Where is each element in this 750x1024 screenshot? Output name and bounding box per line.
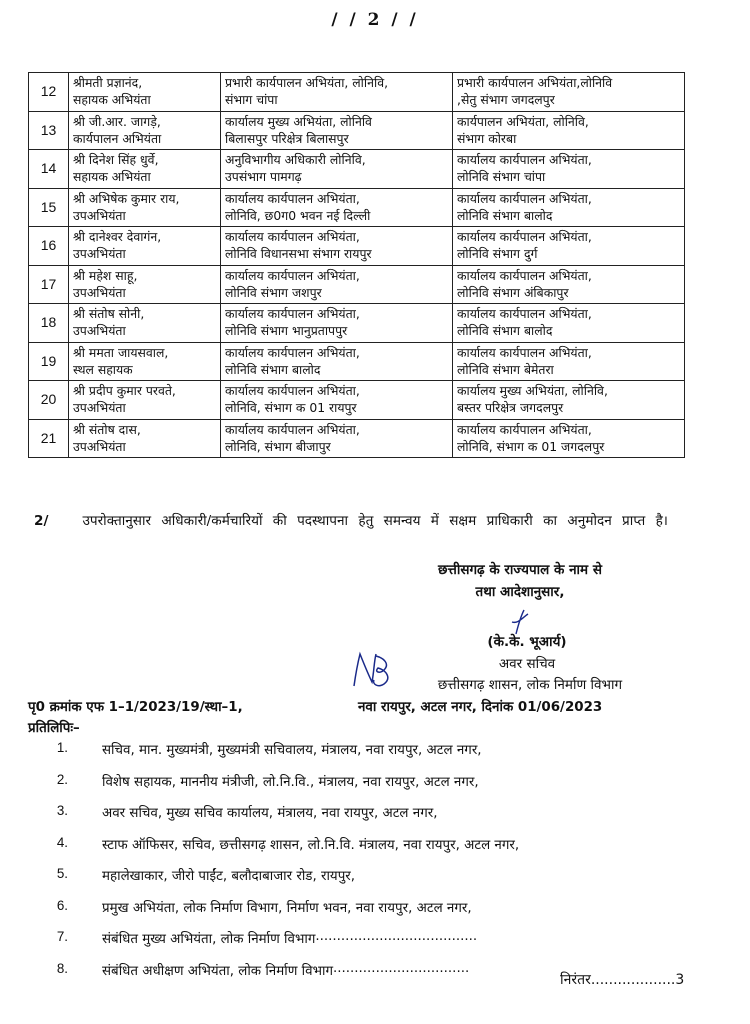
name-line: उपअभियंता	[73, 438, 126, 454]
cell-name	[69, 304, 221, 343]
row-number: 19	[29, 342, 69, 381]
to-line: संभाग कोरबा	[457, 130, 517, 146]
from-line: कार्यालय कार्यपालन अभियंता,	[225, 229, 360, 244]
table-row	[29, 227, 685, 266]
row-number: 14	[29, 150, 69, 189]
table-row	[29, 342, 685, 381]
from-line: कार्यालय कार्यपालन अभियंता,	[225, 190, 360, 206]
from-line: कार्यालय कार्यपालन अभियंता,	[225, 344, 360, 360]
to-line: कार्यालय कार्यपालन अभियंता,	[457, 344, 592, 360]
signatory-designation: अवर सचिव	[498, 656, 556, 672]
from-line: उपसंभाग पामगढ़	[225, 169, 302, 184]
copy-number: 1.	[56, 740, 68, 755]
cell-name	[69, 419, 221, 458]
cell-to	[453, 227, 685, 266]
table-row	[29, 73, 685, 112]
name-line: उपअभियंता	[73, 284, 126, 300]
cell-to	[453, 304, 685, 343]
copy-item	[28, 866, 688, 898]
to-line: लोनिवि संभाग दुर्ग	[457, 246, 538, 261]
copy-item	[28, 740, 688, 772]
name-line: श्री दिनेश सिंह धुर्वे,	[73, 152, 159, 167]
table-row	[29, 111, 685, 150]
from-line: कार्यालय कार्यपालन अभियंता,	[225, 421, 360, 437]
cell-to	[453, 265, 685, 304]
signatory-department: छत्तीसगढ़ शासन, लोक निर्माण विभाग	[437, 677, 623, 693]
to-line: लोनिवि संभाग चांपा	[457, 169, 546, 184]
row-number: 20	[29, 381, 69, 420]
paragraph-text: उपरोक्तानुसार अधिकारी/कर्मचारियों की पदस्थापना हेतु समन्वय में सक्षम प्राधिकारी का अनुमोदन प्राप्त है।	[82, 513, 668, 529]
copy-dots: ................................	[333, 960, 470, 976]
copy-item	[28, 835, 688, 867]
copy-item	[28, 929, 688, 961]
name-line: उपअभियंता	[73, 246, 126, 261]
from-line: कार्यालय मुख्य अभियंता, लोनिवि	[225, 113, 372, 129]
from-line: बिलासपुर परिक्षेत्र बिलासपुर	[225, 130, 349, 146]
from-line: प्रभारी कार्यपालन अभियंता, लोनिवि,	[225, 75, 389, 90]
cell-from	[221, 73, 453, 112]
name-line: श्री जी.आर. जागड़े,	[73, 113, 161, 129]
copy-number: 3.	[56, 803, 68, 818]
cell-name	[69, 111, 221, 150]
row-number: 18	[29, 304, 69, 343]
approval-paragraph	[34, 508, 674, 535]
from-line: संभाग चांपा	[225, 92, 278, 107]
copy-text: स्टाफ ऑफिसर, सचिव, छत्तीसगढ़ शासन, लो.नि.वि. मंत्रालय, नवा रायपुर, अटल नगर,	[102, 837, 520, 853]
page-number: / / 2 / /	[331, 10, 419, 30]
cell-from	[221, 188, 453, 227]
row-number: 15	[29, 188, 69, 227]
copy-heading: प्रतिलिपिः–	[28, 721, 80, 736]
copy-text: संबंधित अधीक्षण अभियंता, लोक निर्माण विभाग	[102, 963, 333, 979]
name-line: श्री प्रदीप कुमार परवते,	[73, 383, 176, 398]
from-line: लोनिवि, संभाग बीजापुर	[225, 438, 331, 454]
cell-to	[453, 73, 685, 112]
copy-number: 6.	[56, 897, 68, 913]
to-line: कार्यालय कार्यपालन अभियंता,	[457, 152, 592, 167]
from-line: लोनिवि, संभाग क 01 रायपुर	[225, 400, 357, 415]
name-line: श्री ममता जायसवाल,	[73, 344, 169, 360]
to-line: कार्यालय कार्यपालन अभियंता,	[457, 229, 592, 244]
place-date: नवा रायपुर, अटल नगर, दिनांक 01/06/2023	[358, 700, 603, 715]
from-line: लोनिवि संभाग भानुप्रतापपुर	[225, 323, 348, 338]
from-line: लोनिवि संभाग बालोद	[225, 361, 321, 377]
name-line: उपअभियंता	[73, 400, 126, 415]
name-line: उपअभियंता	[73, 323, 126, 338]
from-line: लोनिवि संभाग जशपुर	[225, 284, 322, 300]
table-row	[29, 304, 685, 343]
copy-text: प्रमुख अभियंता, लोक निर्माण विभाग, निर्माण भवन, नवा रायपुर, अटल नगर,	[102, 900, 472, 916]
cell-name	[69, 227, 221, 266]
to-line: कार्यालय कार्यपालन अभियंता,	[457, 190, 592, 206]
copy-number: 5.	[56, 866, 68, 881]
cell-to	[453, 342, 685, 381]
copy-number: 2.	[56, 771, 68, 787]
cell-to	[453, 419, 685, 458]
name-line: श्रीमती प्रज्ञानंद,	[73, 75, 143, 90]
name-line: श्री संतोष दास,	[73, 421, 141, 437]
cell-from	[221, 304, 453, 343]
signatory-name: (के.के. भूआर्य)	[487, 634, 567, 650]
from-line: अनुविभागीय अधिकारी लोनिवि,	[225, 152, 366, 167]
to-line: लोनिवि संभाग अंबिकापुर	[457, 284, 569, 300]
table-row	[29, 381, 685, 420]
name-line: सहायक अभियंता	[73, 92, 151, 107]
row-number: 21	[29, 419, 69, 458]
name-line: सहायक अभियंता	[73, 169, 151, 184]
cell-name	[69, 265, 221, 304]
row-number: 16	[29, 227, 69, 266]
from-line: कार्यालय कार्यपालन अभियंता,	[225, 383, 360, 398]
copy-item	[28, 803, 688, 835]
cell-name	[69, 188, 221, 227]
to-line: कार्यालय कार्यपालन अभियंता,	[457, 306, 592, 321]
copy-text: अवर सचिव, मुख्य सचिव कार्यालय, मंत्रालय, नवा रायपुर, अटल नगर,	[102, 806, 438, 821]
cell-to	[453, 150, 685, 189]
name-line: श्री संतोष सोनी,	[73, 306, 145, 321]
governor-order-line1: छत्तीसगढ़ के राज्यपाल के नाम से	[438, 562, 602, 578]
transfer-table	[28, 72, 685, 458]
cell-name	[69, 381, 221, 420]
table-row	[29, 419, 685, 458]
cell-from	[221, 150, 453, 189]
to-line: लोनिवि संभाग बेमेतरा	[457, 361, 554, 377]
cell-from	[221, 111, 453, 150]
paragraph-number: 2/	[34, 513, 49, 529]
to-line: लोनिवि संभाग बालोद	[457, 207, 553, 223]
row-number: 13	[29, 111, 69, 150]
cell-to	[453, 381, 685, 420]
to-line: ,सेतु संभाग जगदलपुर	[457, 92, 555, 107]
to-line: कार्यालय कार्यपालन अभियंता,	[457, 267, 592, 283]
table-row	[29, 150, 685, 189]
cell-from	[221, 342, 453, 381]
copy-text: महालेखाकार, जीरो पाईंट, बलौदाबाजार रोड, रायपुर,	[102, 869, 356, 884]
to-line: कार्यालय मुख्य अभियंता, लोनिवि,	[457, 383, 608, 398]
cell-from	[221, 381, 453, 420]
to-line: कार्यपालन अभियंता, लोनिवि,	[457, 113, 589, 129]
to-line: प्रभारी कार्यपालन अभियंता,लोनिवि	[457, 75, 613, 90]
copy-text: सचिव, मान. मुख्यमंत्री, मुख्यमंत्री सचिवालय, मंत्रालय, नवा रायपुर, अटल नगर,	[102, 743, 482, 758]
name-line: श्री दानेश्वर देवागंन,	[73, 229, 162, 244]
to-line: बस्तर परिक्षेत्र जगदलपुर	[457, 400, 564, 415]
cell-name	[69, 150, 221, 189]
name-line: कार्यपालन अभियंता	[73, 130, 162, 146]
copy-text: संबंधित मुख्य अभियंता, लोक निर्माण विभाग	[102, 932, 316, 947]
cell-from	[221, 419, 453, 458]
table-row	[29, 265, 685, 304]
copy-item	[28, 898, 688, 930]
copy-number: 4.	[56, 834, 68, 850]
copy-number: 7.	[56, 929, 68, 944]
from-line: कार्यालय कार्यपालन अभियंता,	[225, 267, 360, 283]
to-line: कार्यालय कार्यपालन अभियंता,	[457, 421, 592, 437]
from-line: लोनिवि विधानसभा संभाग रायपुर	[225, 246, 372, 261]
name-line: श्री अभिषेक कुमार राय,	[73, 190, 180, 206]
copy-number: 8.	[56, 960, 68, 976]
copy-dots: ......................................	[315, 929, 478, 944]
copy-item	[28, 772, 688, 804]
row-number: 12	[29, 73, 69, 112]
continued-marker: निरंतर...................3	[560, 972, 685, 988]
cell-to	[453, 188, 685, 227]
from-line: कार्यालय कार्यपालन अभियंता,	[225, 306, 360, 321]
from-line: लोनिवि, छ0ग0 भवन नई दिल्ली	[225, 207, 371, 223]
name-line: स्थल सहायक	[73, 361, 133, 377]
to-line: लोनिवि, संभाग क 01 जगदलपुर	[457, 438, 605, 454]
reference-number: पृ0 क्रमांक एफ 1–1/2023/19/स्था–1,	[28, 700, 243, 715]
name-line: श्री महेश साहू,	[73, 267, 138, 283]
copy-text: विशेष सहायक, माननीय मंत्रीजी, लो.नि.वि., मंत्रालय, नवा रायपुर, अटल नगर,	[102, 774, 479, 790]
copy-list	[28, 740, 688, 992]
name-line: उपअभियंता	[73, 207, 126, 223]
cell-from	[221, 227, 453, 266]
cell-name	[69, 342, 221, 381]
governor-order-line2: तथा आदेशानुसार,	[475, 584, 565, 600]
cell-from	[221, 265, 453, 304]
table-row	[29, 188, 685, 227]
cell-to	[453, 111, 685, 150]
to-line: लोनिवि संभाग बालोद	[457, 323, 553, 338]
row-number: 17	[29, 265, 69, 304]
cell-name	[69, 73, 221, 112]
